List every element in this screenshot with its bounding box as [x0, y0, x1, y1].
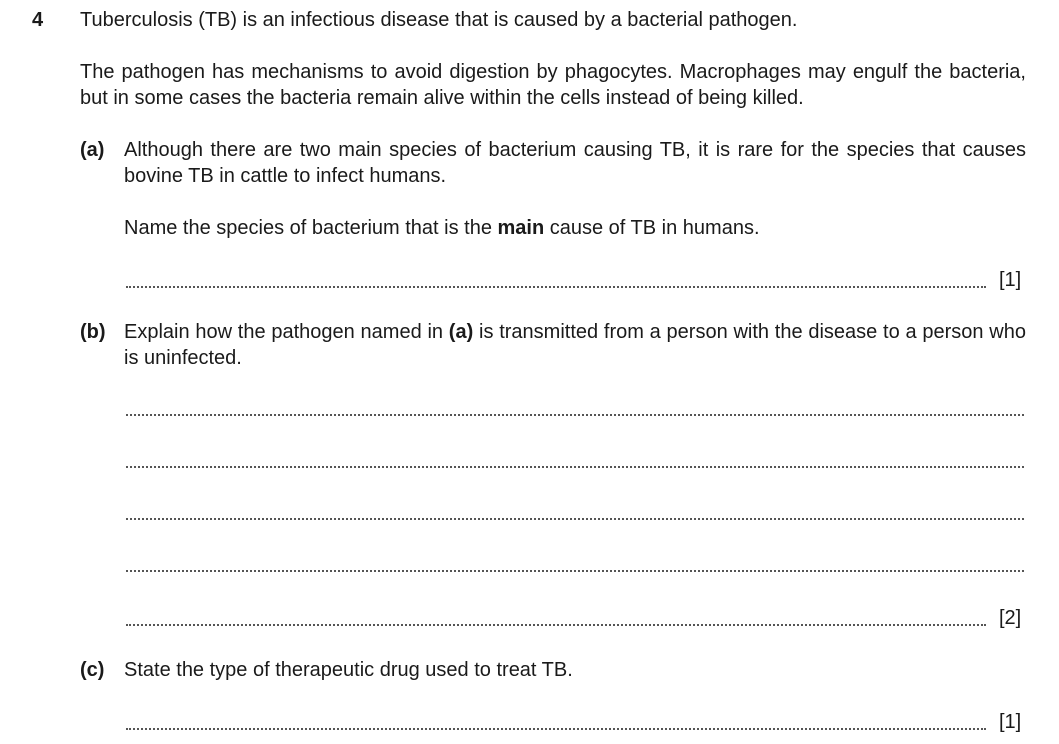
part-b-answer-line-2[interactable] — [126, 466, 1024, 468]
part-b-label: (b) — [80, 321, 106, 343]
part-c-answer-line[interactable] — [126, 728, 986, 730]
part-b-answer-line-1[interactable] — [126, 414, 1024, 416]
part-a-label: (a) — [80, 139, 105, 161]
part-b-marks: [2] — [999, 607, 1022, 629]
part-b-answer-line-4[interactable] — [126, 570, 1024, 572]
part-a-prompt — [124, 215, 760, 241]
part-b-prompt — [124, 319, 1026, 371]
part-a-marks: [1] — [999, 269, 1022, 291]
question-stem-line2: The pathogen has mechanisms to avoid digestion by phagocytes. Macrophages may engulf the bacteria, but in some cases the bacteria remain alive within the cells instead of being killed. — [80, 61, 1026, 109]
part-b-prompt-emphasis: (a) — [448, 321, 474, 343]
question-number: 4 — [32, 9, 44, 31]
part-b-prompt-end: is transmitted from a person with the disease to a person who is uninfected. — [124, 321, 1026, 369]
part-c-label: (c) — [80, 659, 105, 681]
part-a-answer-line[interactable] — [126, 286, 986, 288]
part-a-prompt-start: Name the species of bacterium that is the — [124, 217, 498, 239]
part-b-answer-line-5[interactable] — [126, 624, 986, 626]
part-a-prompt-end: cause of TB in humans. — [544, 217, 760, 239]
part-a-prompt-emphasis: main — [497, 217, 545, 239]
part-c-marks: [1] — [999, 711, 1022, 733]
part-a-intro: Although there are two main species of bacterium causing TB, it is rare for the species that causes bovine TB in cattle to infect humans. — [124, 139, 1026, 187]
part-b-answer-line-3[interactable] — [126, 518, 1024, 520]
part-b-prompt-start: Explain how the pathogen named in — [124, 321, 449, 343]
question-stem-line1: Tuberculosis (TB) is an infectious disease that is caused by a bacterial pathogen. — [80, 9, 798, 31]
part-c-prompt: State the type of therapeutic drug used to treat TB. — [124, 659, 573, 681]
